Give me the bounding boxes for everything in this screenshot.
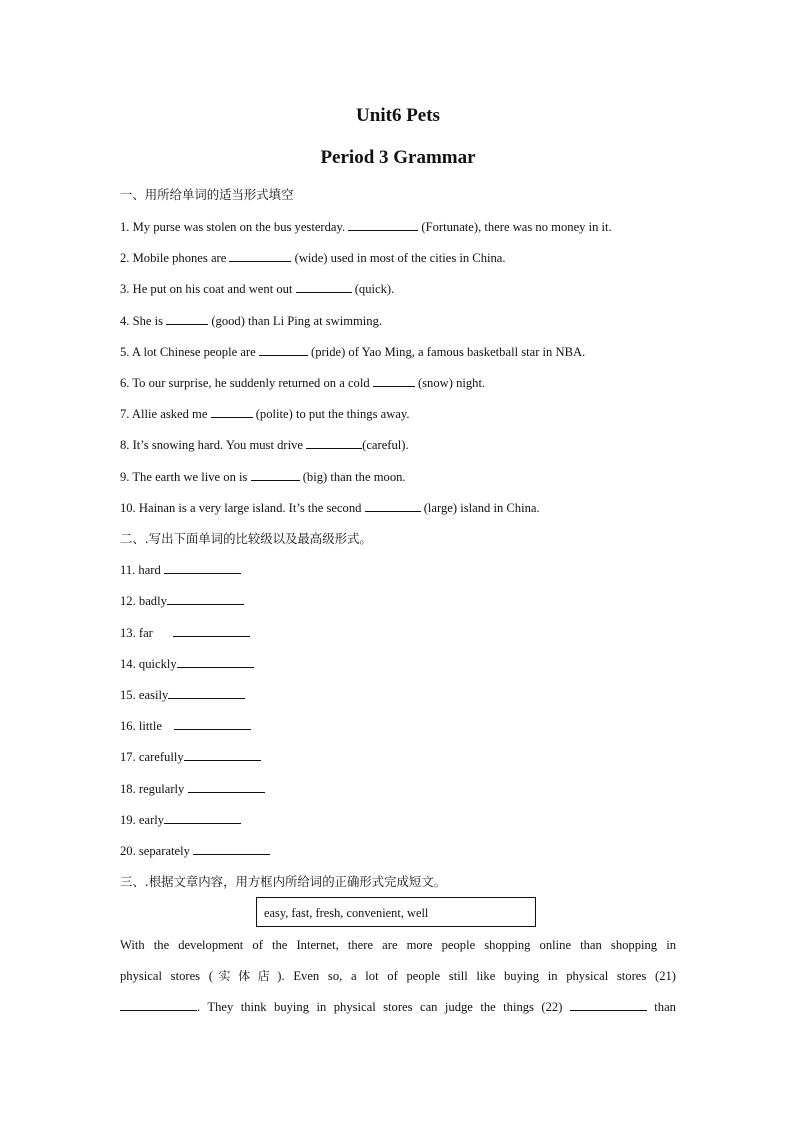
- word-item: 13. far: [120, 625, 250, 641]
- exercise-item: 2. Mobile phones are (wide) used in most of the cities in China.: [120, 251, 506, 265]
- answer-blank[interactable]: [259, 344, 308, 356]
- answer-blank[interactable]: [166, 313, 208, 325]
- exercise-item: 4. She is (good) than Li Ping at swimming.: [120, 314, 383, 328]
- answer-blank[interactable]: [365, 500, 421, 512]
- passage-line: physical stores (实体店). Even so, a lot of people still like buying in physical stores (21): [120, 969, 676, 983]
- section3-heading: 三、.根据文章内容，用方框内所给词的正确形式完成短文。: [120, 874, 447, 889]
- word-item: 15. easily: [120, 687, 245, 703]
- passage-line: With the development of the Internet, there are more people shopping online than shopping in: [120, 938, 676, 952]
- exercise-item: 5. A lot Chinese people are (pride) of Yao Ming, a famous basketball star in NBA.: [120, 345, 586, 359]
- exercise-item: 9. The earth we live on is (big) than the moon.: [120, 470, 406, 484]
- answer-blank[interactable]: [184, 749, 261, 761]
- answer-blank[interactable]: [164, 562, 241, 574]
- answer-blank[interactable]: [167, 593, 244, 605]
- word-item: 17. carefully: [120, 749, 261, 765]
- answer-blank[interactable]: [211, 406, 253, 418]
- word-item: 19. early: [120, 812, 241, 828]
- exercise-item: 3. He put on his coat and went out (quick).: [120, 282, 395, 296]
- answer-blank[interactable]: [570, 999, 647, 1011]
- answer-blank[interactable]: [373, 375, 415, 387]
- answer-blank[interactable]: [177, 656, 254, 668]
- word-item: 18. regularly: [120, 781, 265, 797]
- exercise-item: 1. My purse was stolen on the bus yesterday. (Fortunate), there was no money in it.: [120, 220, 612, 234]
- exercise-item: 6. To our surprise, he suddenly returned on a cold (snow) night.: [120, 376, 486, 390]
- word-item: 14. quickly: [120, 656, 254, 672]
- word-box: easy, fast, fresh, convenient, well: [256, 897, 536, 927]
- section1-heading: 一、用所给单词的适当形式填空: [120, 187, 294, 202]
- word-item: 11. hard: [120, 562, 241, 578]
- answer-blank[interactable]: [296, 281, 352, 293]
- chinese-gloss: 实体店: [212, 969, 278, 983]
- exercise-item: 7. Allie asked me (polite) to put the things away.: [120, 407, 410, 421]
- section2-heading: 二、.写出下面单词的比较级以及最高级形式。: [120, 531, 372, 546]
- answer-blank[interactable]: [348, 219, 418, 231]
- answer-blank[interactable]: [229, 250, 291, 262]
- answer-blank[interactable]: [173, 625, 250, 637]
- page-title: Unit6 Pets: [356, 105, 440, 126]
- word-item: 16. little: [120, 718, 251, 734]
- exercise-item: 8. It’s snowing hard. You must drive (careful).: [120, 438, 409, 452]
- passage-line: . They think buying in physical stores can judge the things (22) than: [120, 992, 676, 1023]
- word-item: 12. badly: [120, 593, 244, 609]
- answer-blank[interactable]: [193, 843, 270, 855]
- word-item: 20. separately: [120, 843, 270, 859]
- answer-blank[interactable]: [174, 718, 251, 730]
- answer-blank[interactable]: [251, 469, 300, 481]
- answer-blank[interactable]: [168, 687, 245, 699]
- page-subtitle: Period 3 Grammar: [320, 147, 476, 168]
- answer-blank[interactable]: [188, 781, 265, 793]
- answer-blank[interactable]: [306, 437, 362, 449]
- answer-blank[interactable]: [120, 999, 197, 1011]
- exercise-item: 10. Hainan is a very large island. It’s the second (large) island in China.: [120, 501, 540, 515]
- answer-blank[interactable]: [164, 812, 241, 824]
